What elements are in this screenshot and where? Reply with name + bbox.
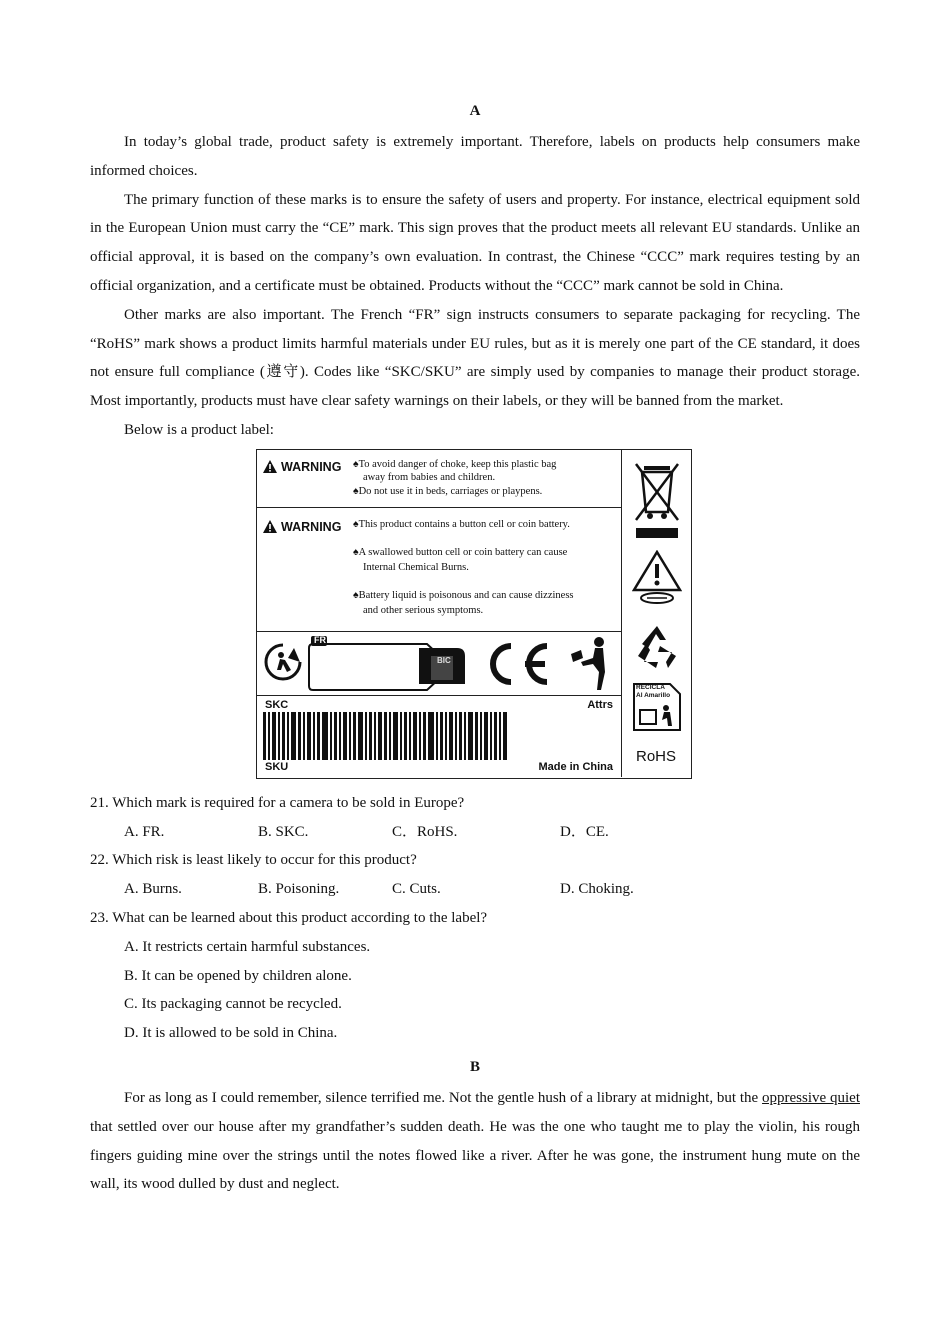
warning-line: This product contains a button cell or coin battery.: [358, 518, 570, 530]
underlined-phrase: oppressive quiet: [762, 1089, 860, 1106]
attrs-text: Attrs: [587, 698, 613, 711]
product-label: [256, 449, 692, 779]
warning-line: Battery liquid is poisonous and can cause dizziness: [358, 590, 574, 602]
battery-warning-icon: [632, 550, 682, 606]
paragraph: In today’s global trade, product safety is extremely important. Therefore, labels on products help consumers make informed choices.: [90, 134, 860, 179]
option: C．RoHS.: [392, 823, 458, 840]
label-right-column: [622, 450, 690, 777]
warning-line: away from babies and children.: [363, 472, 496, 484]
warning-triangle-icon: [263, 460, 277, 473]
paragraph: The primary function of these marks is to ensure the safety of users and property. For instance, electrical equipment sold in the European Union must carry the “CE” mark. This sign proves that the product meets all relevant EU standards. Unlike an official approval, it is based on the company’s own evaluation. In contrast, the Chinese “CCC” mark requires testing by an official organization, and a certificate must be obtained. Products without the “CCC” mark cannot be sold in China.: [90, 191, 860, 294]
rohs-mark: RoHS: [635, 747, 676, 765]
warning-2-text: ♠This product contains a button cell or coin battery. ♠A swallowed button cell or coin battery can cause Internal Chemical Burns. ♠Battery liquid is poisonous and can cause dizziness and other serious symptoms.: [353, 518, 615, 619]
fr-tag: FR: [314, 634, 326, 645]
triman-icon: [263, 642, 303, 682]
option: C. Its packaging cannot be recycled.: [124, 996, 342, 1013]
label-symbols-row: [257, 632, 621, 696]
warning-title: WARNING: [281, 459, 342, 474]
recicla-text: RECICLA: [636, 683, 665, 691]
question-21: 21. Which mark is required for a camera to be sold in Europe?: [90, 794, 465, 811]
option: C. Cuts.: [392, 881, 441, 898]
warning-line: Do not use it in beds, carriages or playpens.: [358, 485, 543, 497]
option: A. Burns.: [124, 881, 182, 898]
paragraph: Other marks are also important. The French “FR” sign instructs consumers to separate packaging for recycling. The “RoHS” mark shows a product limits harmful materials under EU rules, but as it is merely one part of the CE standard, it does not ensure full compliance (遵守). Codes like “SKC/SKU” are simply used by companies to manage their product storage. Most importantly, products must have clear safety warnings on their labels, or they will be banned from the market.: [90, 306, 860, 410]
fr-sorting-icon: [307, 634, 479, 692]
weee-bin-icon: [632, 460, 682, 540]
option: A. It restricts certain harmful substances.: [124, 938, 371, 955]
question-22: 22. Which risk is least likely to occur for this product?: [90, 852, 417, 869]
label-warning-2: [257, 508, 621, 632]
warning-line: A swallowed button cell or coin battery can cause: [358, 547, 568, 559]
option: B. SKC.: [258, 823, 309, 840]
label-left-column: [257, 450, 622, 777]
question-22-options: [90, 875, 860, 904]
questions: [90, 789, 860, 1048]
al-amarillo-text: Al Amarillo: [636, 691, 671, 699]
bic-text: BIC: [437, 655, 451, 665]
option: D. Choking.: [560, 881, 634, 898]
question-23: 23. What can be learned about this product according to the label?: [90, 909, 488, 926]
page-content: [90, 100, 860, 1199]
sku-text: SKU: [265, 760, 289, 773]
recycle-icon: [632, 622, 682, 672]
skc-text: SKC: [265, 698, 289, 711]
barcode: [263, 712, 613, 760]
section-a-title: A: [469, 103, 481, 119]
section-b-title: B: [469, 1058, 480, 1075]
warning-triangle-icon: [263, 520, 277, 533]
ce-mark-icon: [485, 642, 553, 686]
warning-heading: [263, 460, 341, 474]
label-warning-1: [257, 450, 621, 508]
warning-line: and other serious symptoms.: [363, 604, 484, 616]
option: D．CE.: [560, 823, 609, 840]
label-barcode-row: [257, 696, 621, 777]
made-in-text: Made in China: [538, 760, 613, 773]
question-21-options: [90, 818, 860, 847]
warning-line: Internal Chemical Burns.: [363, 561, 469, 573]
warning-heading: [263, 520, 341, 534]
tidyman-icon: [569, 636, 613, 692]
option: A. FR.: [124, 823, 165, 840]
paragraph: For as long as I could remember, silence terrified me. Not the gentle hush of a library at midnight, but the oppressive quiet that settled over our house after my grandfather’s sudden death. He was the one who taught me to play the violin, his rough fingers guiding mine over the strings until the notes flowed like a river. After he was gone, the instrument hung mute on the wall, its wood dulled by dust and neglect.: [90, 1089, 860, 1193]
option: B. Poisoning.: [258, 881, 340, 898]
warning-title: WARNING: [281, 519, 342, 534]
warning-1-text: ♠To avoid danger of choke, keep this plastic bag away from babies and children. ♠Do not use it in beds, carriages or playpens.: [353, 458, 615, 499]
option: B. It can be opened by children alone.: [124, 967, 352, 984]
option: D. It is allowed to be sold in China.: [124, 1025, 338, 1042]
paragraph: Below is a product label:: [124, 421, 274, 438]
warning-line: To avoid danger of choke, keep this plastic bag: [358, 458, 557, 470]
